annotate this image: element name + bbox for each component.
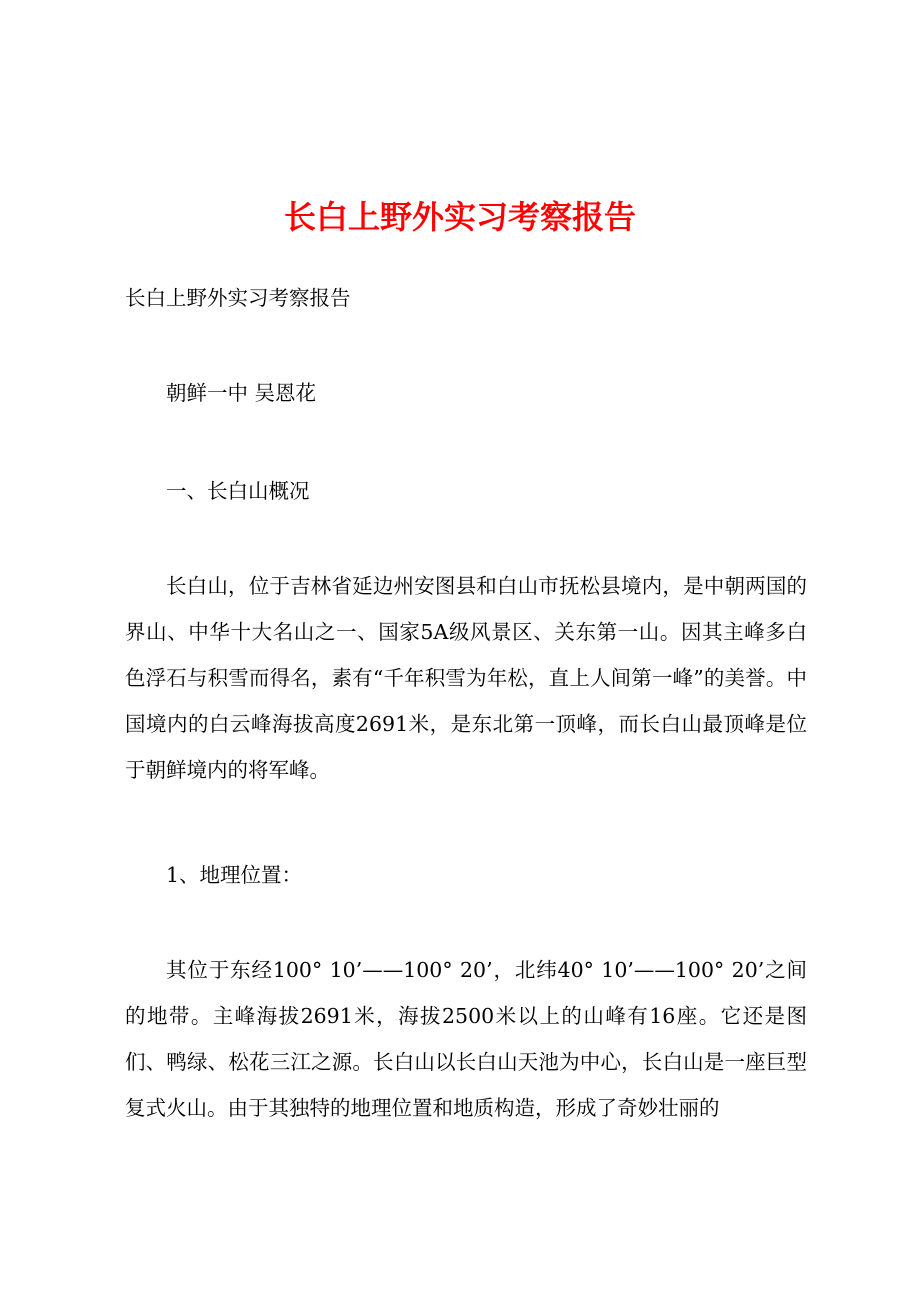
section-heading: 一、长白山概况 <box>166 479 310 503</box>
document-subtitle: 长白上野外实习考察报告 <box>125 286 351 310</box>
document-title: 长白上野外实习考察报告 <box>283 198 636 236</box>
author-line: 朝鲜一中 吴恩花 <box>166 381 317 405</box>
paragraph-location: 其位于东经100° 10’——100° 20’，北纬40° 10’——100° 20’之间的地带。主峰海拔2691米，海拔2500米以上的山峰有16座。它还是图们、鸭绿、松花三江之源。长白山以长白山天池为中心，长白山是一座巨型复式火山。由于其独特的地理位置和地质构造，形成了奇妙壮丽的 <box>125 958 807 1120</box>
subsection-heading: 1、地理位置： <box>166 863 303 887</box>
paragraph-overview: 长白山，位于吉林省延边州安图县和白山市抚松县境内，是中朝两国的界山、中华十大名山之一、国家5A级风景区、关东第一山。因其主峰多白色浮石与积雪而得名，素有“千年积雪为年松，直上人间第一峰”的美誉。中国境内的白云峰海拔高度2691米，是东北第一顶峰，而长白山最顶峰是位于朝鲜境内的将军峰。 <box>125 574 807 782</box>
